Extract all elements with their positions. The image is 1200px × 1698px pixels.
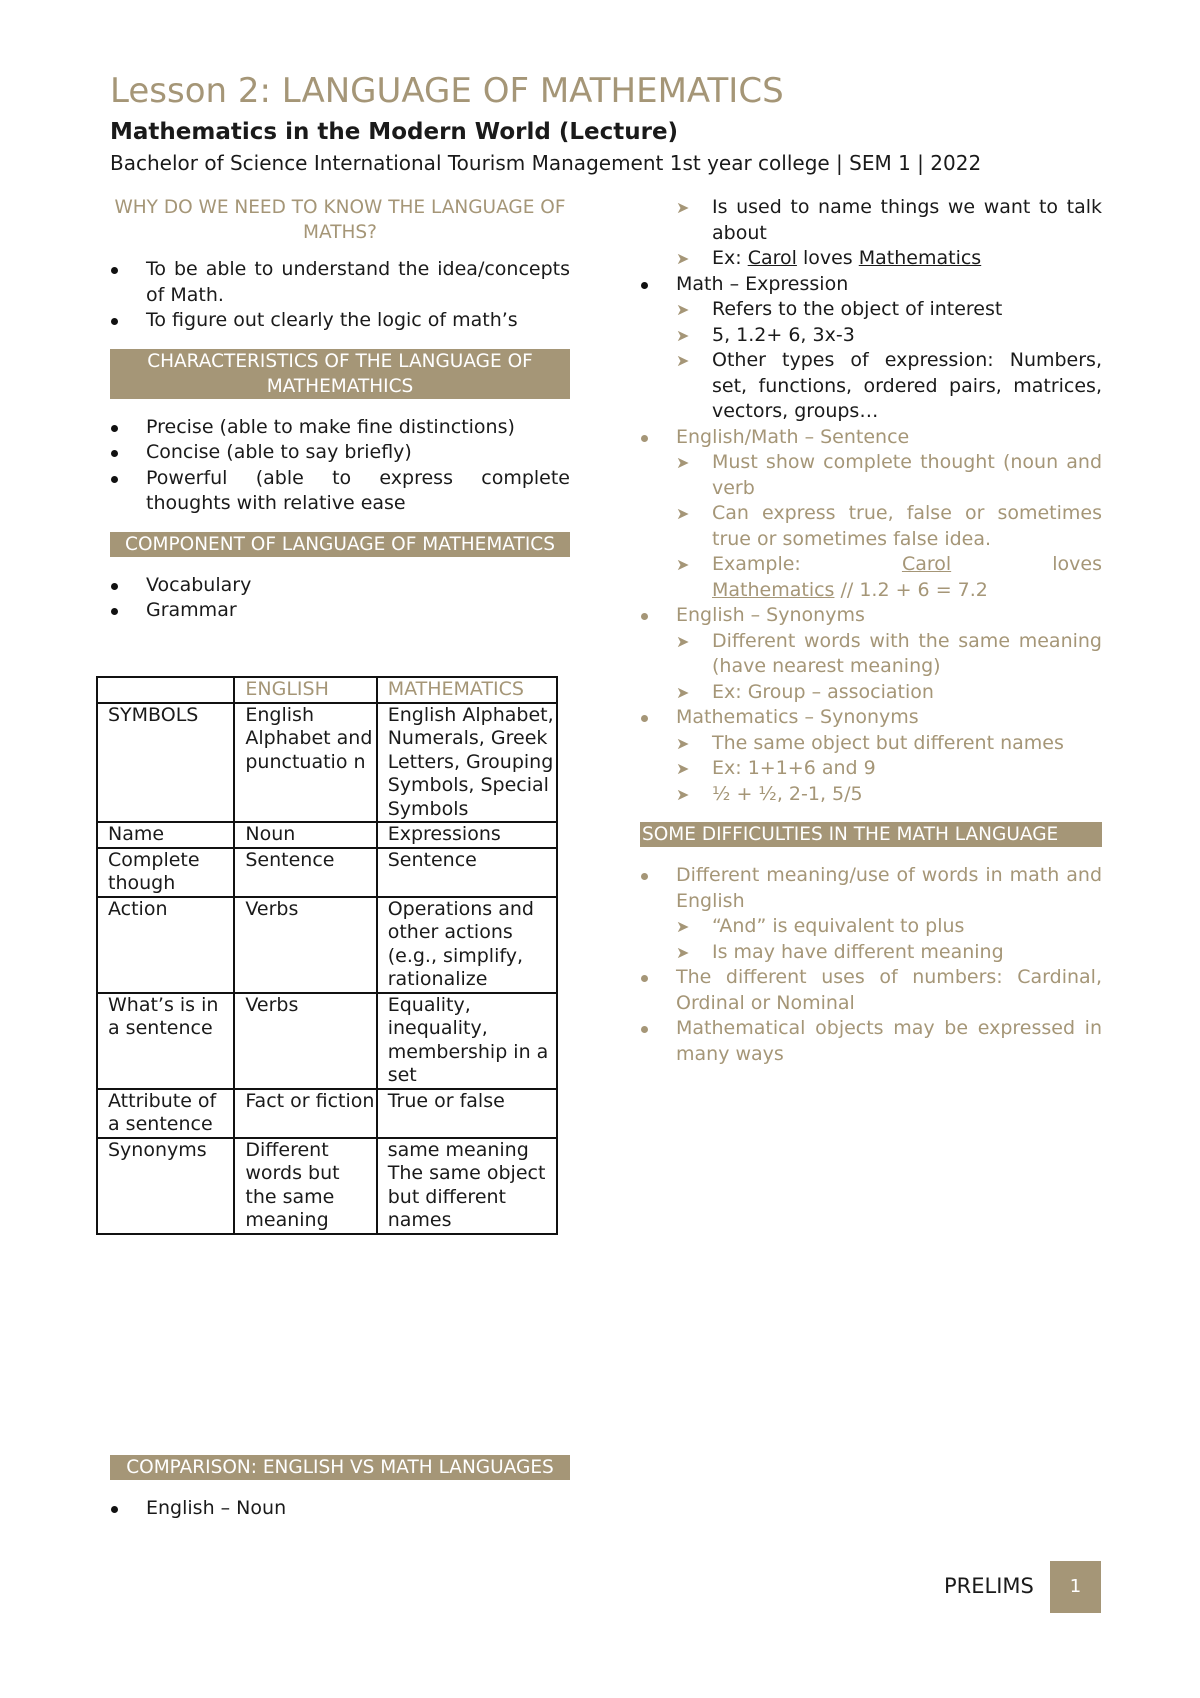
list-item: ➤ Other types of expression: Numbers, set, functions, ordered pairs, matrices, vectors, groups…: [676, 349, 1102, 422]
list-item: ➤ 5, 1.2+ 6, 3x-3: [676, 323, 1102, 349]
table-row: [97, 993, 557, 1089]
table-cell: Name: [97, 822, 234, 848]
list-item: ➤ Refers to the object of interest: [676, 297, 1102, 323]
table-cell: Fact or fiction: [234, 1089, 376, 1138]
comparison-list: [110, 1496, 570, 1522]
table-cell: Expressions: [377, 822, 557, 848]
why-list: [110, 257, 570, 334]
list-item: Vocabulary: [110, 573, 570, 599]
table-cell: Different words but the same meaning: [234, 1138, 376, 1234]
list-item: ➤ Must show complete thought (noun and verb: [676, 451, 1102, 499]
arrow-bullet-icon: ➤: [676, 198, 690, 217]
list-item: English/Math – Sentence ➤ Must show complete thought (noun and verb ➤ Can express true, false or sometimes true or sometimes false idea. ➤ Example: Carol loves Mathematics // 1.2 + 6 = 7.2: [640, 425, 1102, 604]
table-header-row: [97, 677, 557, 703]
list-item: Mathematical objects may be expressed in many ways: [640, 1016, 1102, 1067]
characteristics-heading: CHARACTERISTICS OF THE LANGUAGE OF MATHEMATHICS: [110, 349, 570, 399]
table-cell: Complete though: [97, 848, 234, 897]
arrow-bullet-icon: ➤: [676, 555, 690, 574]
difficulties-heading: SOME DIFFICULTIES IN THE MATH LANGUAGE: [640, 822, 1102, 847]
table-cell: Sentence: [234, 848, 376, 897]
table-cell: Synonyms: [97, 1138, 234, 1234]
list-item: ➤ Is may have different meaning: [676, 940, 1102, 966]
table-cell: English Alphabet and punctuatio n: [234, 703, 376, 823]
list-item: Concise (able to say briefly): [110, 440, 570, 466]
list-item: ➤ Can express true, false or sometimes true or sometimes false idea.: [676, 502, 1102, 550]
why-heading: WHY DO WE NEED TO KNOW THE LANGUAGE OF MATHS?: [114, 197, 566, 243]
math-synonyms-subitems: [676, 731, 1102, 808]
arrow-bullet-icon: ➤: [676, 504, 690, 523]
table-header-cell: ENGLISH: [234, 677, 376, 703]
sentence-list: [640, 425, 1102, 808]
list-item: Mathematics – Synonyms ➤ The same object but different names ➤ Ex: 1+1+6 and 9 ➤ ½ + ½, 2-1, 5/5: [640, 705, 1102, 807]
list-item: Math – Expression ➤ Refers to the object of interest ➤ 5, 1.2+ 6, 3x-3 ➤ Other types of expression: Numbers, set, functions, ordered pairs, matrices, vectors, groups…: [640, 272, 1102, 425]
list-item: The different uses of numbers: Cardinal, Ordinal or Nominal: [640, 965, 1102, 1016]
table-cell: Noun: [234, 822, 376, 848]
lesson-title: Lesson 2: LANGUAGE OF MATHEMATICS: [110, 71, 784, 111]
arrow-bullet-icon: ➤: [676, 325, 690, 345]
list-item: Precise (able to make fine distinctions): [110, 415, 570, 441]
list-item: ➤ ½ + ½, 2-1, 5/5: [676, 782, 1102, 808]
arrow-bullet-icon: ➤: [676, 453, 690, 472]
arrow-bullet-icon: ➤: [676, 759, 690, 778]
page-header: [110, 68, 1110, 178]
difficulties-subitems: [676, 914, 1102, 965]
list-item: ➤ Is used to name things we want to talk about: [676, 196, 1102, 244]
table-row: [97, 1089, 557, 1138]
list-item: To figure out clearly the logic of math’s: [110, 308, 570, 334]
list-item: Powerful (able to express complete thoughts with relative ease: [110, 466, 570, 517]
component-list: [110, 573, 570, 624]
table-cell: SYMBOLS: [97, 703, 234, 823]
page-number: 1: [1050, 1561, 1101, 1613]
math-expression-list: [640, 272, 1102, 425]
table-cell: Operations and other actions (e.g., simplify, rationalize: [377, 897, 557, 993]
english-synonyms-subitems: [676, 629, 1102, 706]
list-item: ➤ The same object but different names: [676, 731, 1102, 757]
list-item: Different meaning/use of words in math and English ➤ “And” is equivalent to plus ➤ Is may have different meaning: [640, 863, 1102, 965]
table-cell: Verbs: [234, 993, 376, 1089]
arrow-bullet-icon: ➤: [676, 917, 690, 936]
difficulties-list: [640, 863, 1102, 1067]
list-item: ➤ Ex: Group – association: [676, 680, 1102, 706]
table-cell: Attribute of a sentence: [97, 1089, 234, 1138]
right-column: [640, 195, 1102, 1067]
arrow-bullet-icon: ➤: [676, 682, 690, 702]
noun-subitems: [676, 195, 1102, 272]
arrow-bullet-icon: ➤: [676, 784, 690, 804]
left-column: [110, 195, 570, 624]
table-row: [97, 897, 557, 993]
comparison-section: [110, 1455, 570, 1522]
list-item: To be able to understand the idea/concepts of Math.: [110, 257, 570, 308]
math-expression-subitems: [676, 297, 1102, 425]
arrow-bullet-icon: ➤: [676, 631, 690, 651]
table-cell: Verbs: [234, 897, 376, 993]
table-cell: True or false: [377, 1089, 557, 1138]
comparison-heading: COMPARISON: ENGLISH VS MATH LANGUAGES: [110, 1455, 570, 1480]
arrow-bullet-icon: ➤: [676, 733, 690, 753]
table-header-cell: MATHEMATICS: [377, 677, 557, 703]
table-row: [97, 703, 557, 823]
component-heading: COMPONENT OF LANGUAGE OF MATHEMATICS: [110, 532, 570, 557]
arrow-bullet-icon: ➤: [676, 249, 690, 268]
table-header-cell: [97, 677, 234, 703]
table-cell: What’s is in a sentence: [97, 993, 234, 1089]
arrow-bullet-icon: ➤: [676, 300, 690, 319]
table-cell: Equality, inequality, membership in a set: [377, 993, 557, 1089]
comparison-table: [96, 676, 558, 1235]
list-item: ➤ Ex: 1+1+6 and 9: [676, 756, 1102, 782]
characteristics-list: [110, 415, 570, 517]
course-title: Mathematics in the Modern World (Lecture): [110, 119, 679, 145]
arrow-bullet-icon: ➤: [676, 942, 690, 962]
sentence-subitems: [676, 450, 1102, 603]
table-cell: English Alphabet, Numerals, Greek Letters, Grouping Symbols, Special Symbols: [377, 703, 557, 823]
table-cell: Action: [97, 897, 234, 993]
list-item: ➤ “And” is equivalent to plus: [676, 914, 1102, 940]
footer-label: PRELIMS: [944, 1574, 1034, 1598]
list-item: ➤ Example: Carol loves Mathematics // 1.2 + 6 = 7.2: [676, 553, 1102, 601]
list-item: Grammar: [110, 598, 570, 624]
list-item: ➤ Different words with the same meaning (have nearest meaning): [676, 629, 1102, 677]
list-item: ➤ Ex: Carol loves Mathematics: [676, 246, 1102, 272]
table-row: [97, 1138, 557, 1234]
table-row: [97, 822, 557, 848]
table-cell: same meaning The same object but different names: [377, 1138, 557, 1234]
arrow-bullet-icon: ➤: [676, 351, 690, 370]
table-row: [97, 848, 557, 897]
program-line: Bachelor of Science International Tourism Management 1st year college | SEM 1 | 2022: [110, 151, 982, 175]
table-cell: Sentence: [377, 848, 557, 897]
list-item: English – Noun: [110, 1496, 570, 1522]
list-item: English – Synonyms ➤ Different words with the same meaning (have nearest meaning) ➤ Ex: Group – association: [640, 603, 1102, 705]
